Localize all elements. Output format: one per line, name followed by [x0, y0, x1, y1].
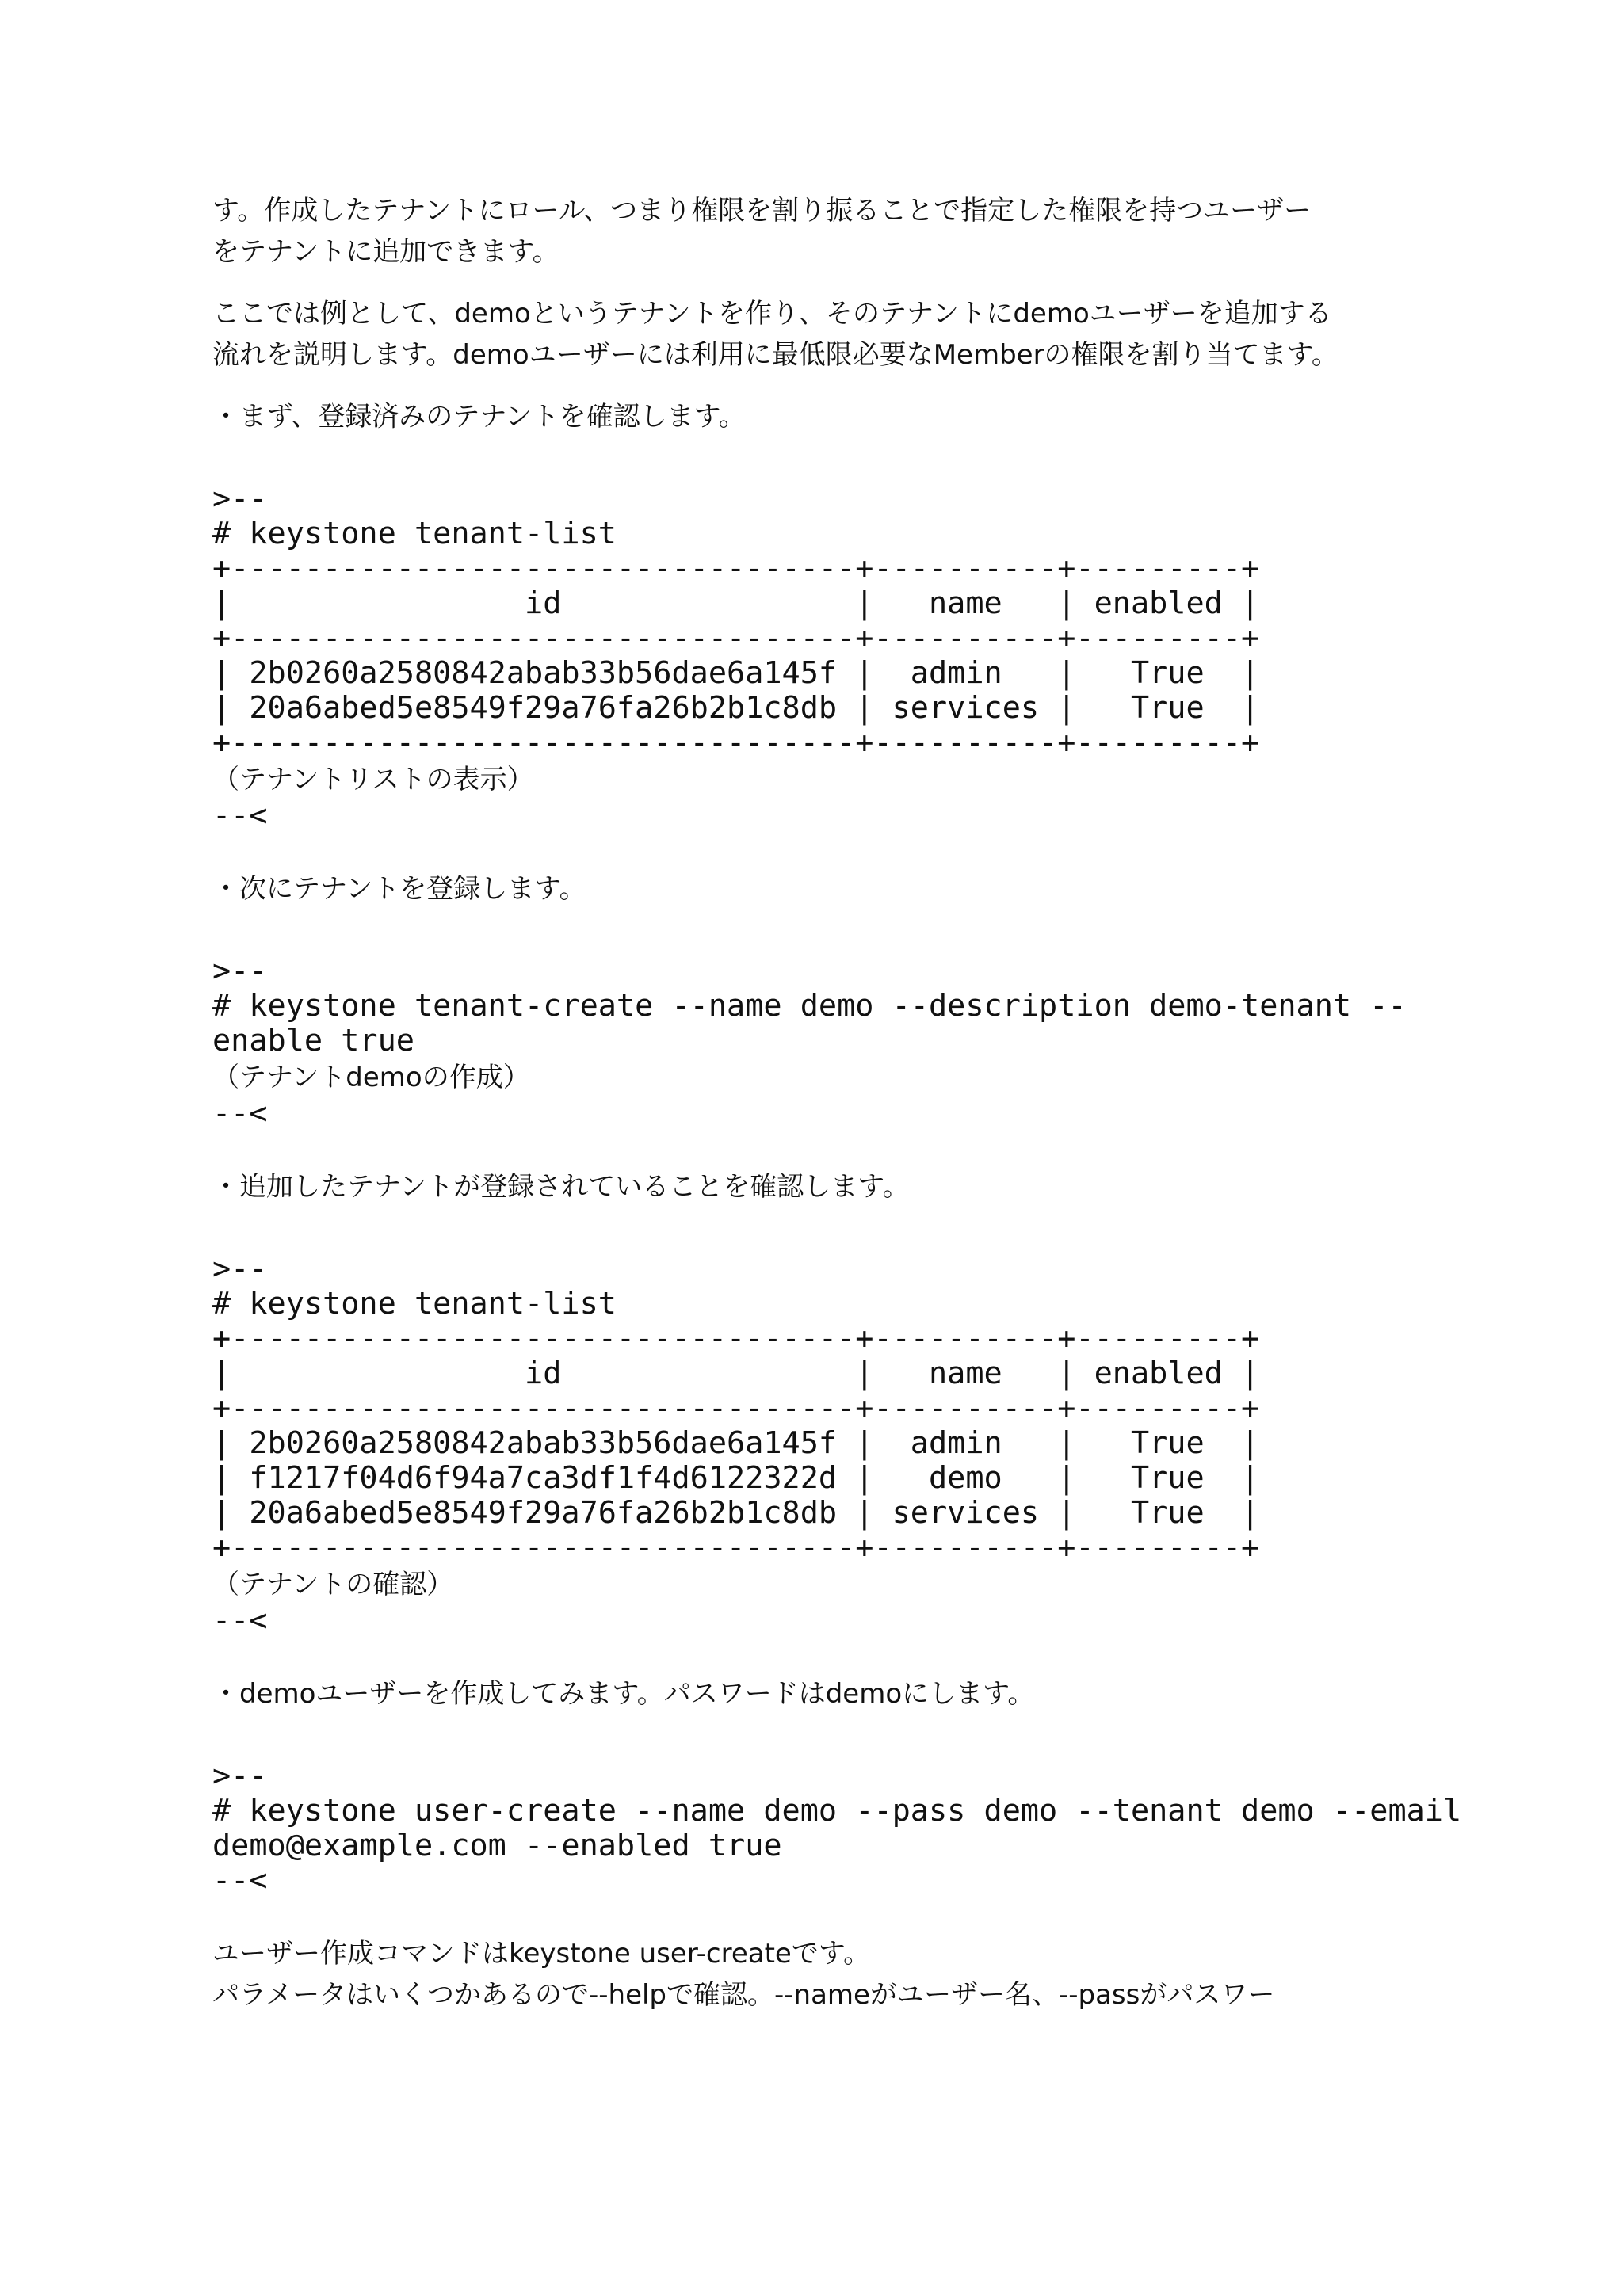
- document-page: [212, 190, 1462, 2016]
- step1-code-block: >-- # keystone tenant-list +----------------------------------+----------+---------+ | id | name | enabled | +----------------------------------+----------+---------+ | 2b0260a2580842abab33b56dae6a145f | admin | True | | 20a6abed5e8549f29a76fa26b2b1c8db | services | True | +----------------------------------+----------+---------+: [212, 481, 1260, 761]
- outro-line-1: ユーザー作成コマンドはkeystone user-createです。: [212, 1938, 871, 1970]
- step3-heading: ・追加したテナントが登録されていることを確認します。: [212, 1171, 910, 1203]
- step1-heading: ・まず、登録済みのテナントを確認します。: [212, 401, 746, 433]
- step2-heading: ・次にテナントを登録します。: [212, 873, 586, 905]
- step3-caption: （テナントの確認）: [212, 1569, 454, 1600]
- step4-heading: ・demoユーザーを作成してみます。パスワードはdemoにします。: [212, 1678, 1035, 1710]
- intro-line-3: ここでは例として、demoというテナントを作り、そのテナントにdemoユーザーを追加する: [212, 298, 1332, 330]
- step3-code-block: >-- # keystone tenant-list +----------------------------------+----------+---------+ | id | name | enabled | +----------------------------------+----------+---------+ | 2b0260a2580842abab33b56dae6a145f | admin | True | | f1217f04d6f94a7ca3df1f4d6122322d | demo | True | | 20a6abed5e8549f29a76fa26b2b1c8db | services | True | +----------------------------------+----------+---------+: [212, 1251, 1260, 1566]
- step3-end-marker: --<: [212, 1603, 268, 1638]
- step1-end-marker: --<: [212, 798, 268, 833]
- step1-caption: （テナントリストの表示）: [212, 764, 534, 795]
- intro-line-4: 流れを説明します。demoユーザーには利用に最低限必要なMemberの権限を割り当てます。: [212, 339, 1338, 371]
- step4-code-block: >-- # keystone user-create --name demo --pass demo --tenant demo --email demo@example.com --enabled true --<: [212, 1758, 1462, 1898]
- outro-line-2: パラメータはいくつかあるので--helpで確認。--nameがユーザー名、--passがパスワー: [212, 1979, 1275, 2011]
- intro-line-2: をテナントに追加できます。: [212, 236, 559, 268]
- step2-end-marker: --<: [212, 1096, 268, 1131]
- intro-line-1: す。作成したテナントにロール、つまり権限を割り振ることで指定した権限を持つユーザー: [212, 195, 1312, 227]
- step2-code-block: >-- # keystone tenant-create --name demo --description demo-tenant -- enable true: [212, 953, 1407, 1058]
- step2-caption: （テナントdemoの作成）: [212, 1062, 530, 1093]
